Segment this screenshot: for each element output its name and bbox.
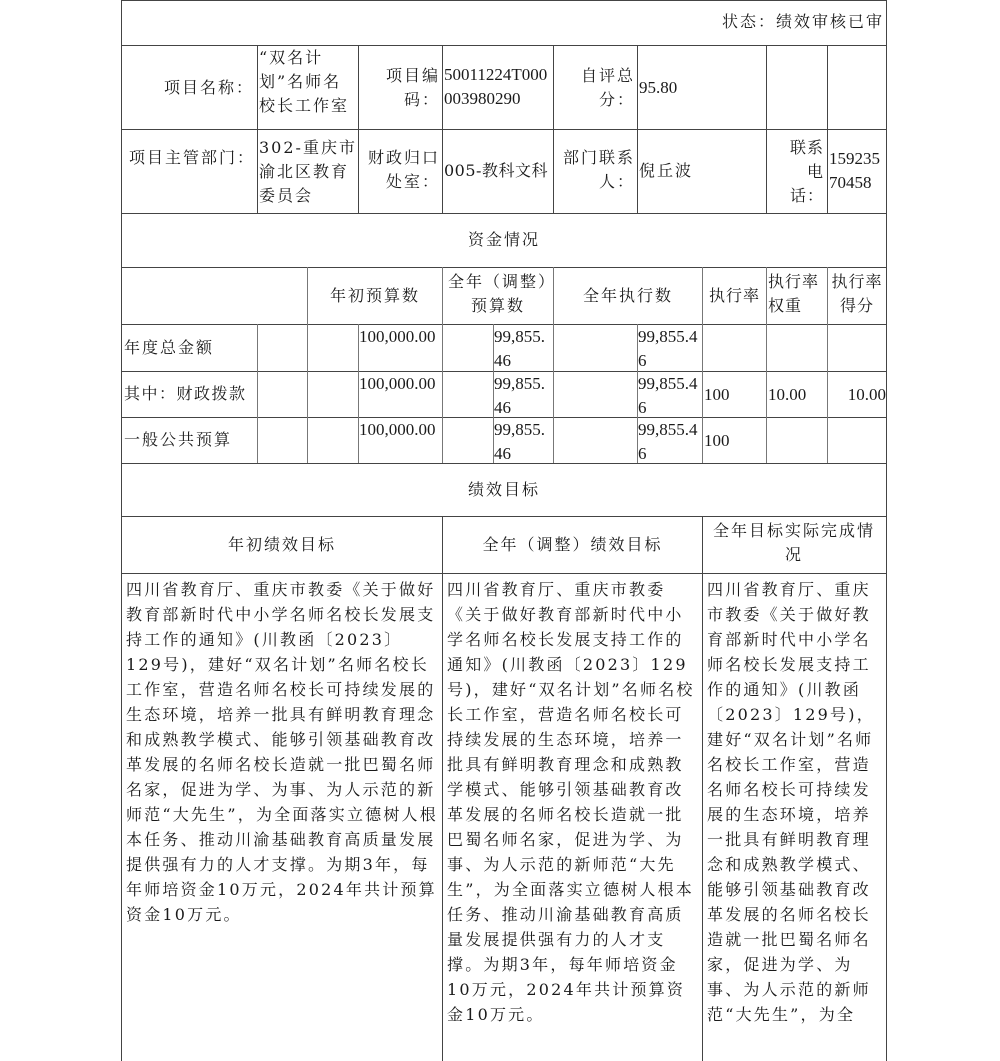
goals-section-title: 绩效目标	[467, 480, 540, 499]
divider	[766, 45, 767, 213]
finance-office-value: 005-教科文科	[444, 161, 548, 180]
border-right	[886, 0, 887, 1061]
funds-row-weight: 10.00	[768, 385, 807, 404]
funds-header-rate: 执行率	[708, 286, 760, 305]
self-score-label: 自评总分：	[580, 66, 635, 109]
funds-header-initial: 年初预算数	[329, 286, 420, 305]
funds-row-label: 一般公共预算	[124, 430, 233, 449]
dept-label: 项目主管部门：	[128, 148, 255, 167]
goals-header-actual: 全年目标实际完成情况	[712, 521, 875, 564]
funds-row-label: 年度总金额	[124, 338, 215, 357]
funds-row-score: 10.00	[847, 385, 886, 404]
divider	[121, 267, 887, 268]
funds-row-adjusted: 99,855.46	[494, 374, 545, 417]
dept-value: 302-重庆市渝北区教育委员会	[259, 138, 357, 205]
contact-label: 部门联系人：	[562, 148, 635, 191]
divider	[121, 45, 887, 46]
divider	[121, 129, 887, 130]
goal-actual-text: 四川省教育厅、重庆市教委《关于做好教育部新时代中小学名师名校长发展支持工作的通知》(川教函〔2023〕129号)，建好“双名计划”名师名校长工作室，营造名师名校长可持续发展的生态环境，培养一批具有鲜明教育理念和成熟教学模式、能够引领基础教育改革发展的名师名校长造就一批巴蜀名师名家，促进为学、为事、为人示范的新师范“大先生”，为全	[707, 580, 875, 1024]
funds-header-executed: 全年执行数	[582, 286, 673, 305]
project-code-value: 50011224T000003980290	[444, 65, 548, 108]
funds-row-rate: 100	[704, 385, 730, 404]
funds-row-label: 其中：财政拨款	[124, 384, 247, 403]
divider	[442, 45, 443, 213]
funds-section-title: 资金情况	[467, 230, 540, 249]
phone-value: 15923570458	[829, 149, 880, 192]
self-score-value: 95.80	[639, 78, 678, 97]
project-code-label: 项目编码：	[385, 66, 440, 109]
project-name-value: “双名计划”名师名校长工作室	[259, 48, 350, 115]
goals-header-initial: 年初绩效目标	[227, 535, 336, 554]
goals-header-adjusted: 全年（调整）绩效目标	[482, 535, 663, 554]
funds-header-score: 执行率得分	[831, 272, 883, 315]
funds-row-adjusted: 99,855.46	[494, 420, 545, 463]
divider	[358, 45, 359, 213]
funds-row-rate: 100	[704, 431, 730, 450]
finance-office-label: 财政归口处室：	[367, 148, 440, 191]
border-top	[121, 0, 887, 1]
status-text: 状态：绩效审核已审	[721, 12, 884, 31]
phone-label: 联系电话：	[789, 138, 824, 205]
divider	[553, 45, 554, 213]
contact-value: 倪丘波	[639, 161, 694, 180]
project-name-label: 项目名称：	[163, 78, 254, 97]
divider	[442, 267, 443, 463]
goal-adjusted-text: 四川省教育厅、重庆市教委《关于做好教育部新时代中小学名师名校长发展支持工作的通知》(川教函〔2023〕129号)，建好“双名计划”名师名校长工作室，营造名师名校长可持续发展的生态环境，培养一批具有鲜明教育理念和成熟教学模式、能够引领基础教育改革发展的名师名校长造就一批巴蜀名师名家，促进为学、为事、为人示范的新师范“大先生”，为全面落实立德树人根本任务、推动川渝基础教育高质量发展提供强有力的人才支撑。为期3年，每年师培资金10万元，2024年共计预算资金10万元。	[447, 580, 695, 1024]
funds-row-adjusted: 99,855.46	[494, 327, 545, 370]
funds-header-adjusted: 全年（调整）预算数	[447, 272, 548, 315]
funds-row-initial: 100,000.00	[359, 374, 436, 393]
funds-row-executed: 99,855.46	[638, 327, 698, 370]
divider	[257, 45, 258, 213]
funds-row-executed: 99,855.46	[638, 374, 698, 417]
divider	[257, 324, 258, 463]
funds-header-weight: 执行率权重	[768, 272, 820, 315]
divider	[637, 45, 638, 213]
goal-initial-text: 四川省教育厅、重庆市教委《关于做好教育部新时代中小学名师名校长发展支持工作的通知》(川教函〔2023〕129号)，建好“双名计划”名师名校长工作室，营造名师名校长可持续发展的生态环境，培养一批具有鲜明教育理念和成熟教学模式、能够引领基础教育改革发展的名师名校长造就一批巴蜀名师名家，促进为学、为事、为人示范的新师范“大先生”，为全面落实立德树人根本任务、推动川渝基础教育高质量发展提供强有力的人才支撑。为期3年，每年师培资金10万元，2024年共计预算资金10万元。	[126, 580, 438, 924]
divider	[121, 516, 887, 517]
divider	[121, 213, 887, 214]
divider	[766, 267, 767, 463]
funds-row-executed: 99,855.46	[638, 420, 698, 463]
divider	[827, 45, 828, 213]
funds-row-initial: 100,000.00	[359, 327, 436, 346]
funds-row-initial: 100,000.00	[359, 420, 436, 439]
